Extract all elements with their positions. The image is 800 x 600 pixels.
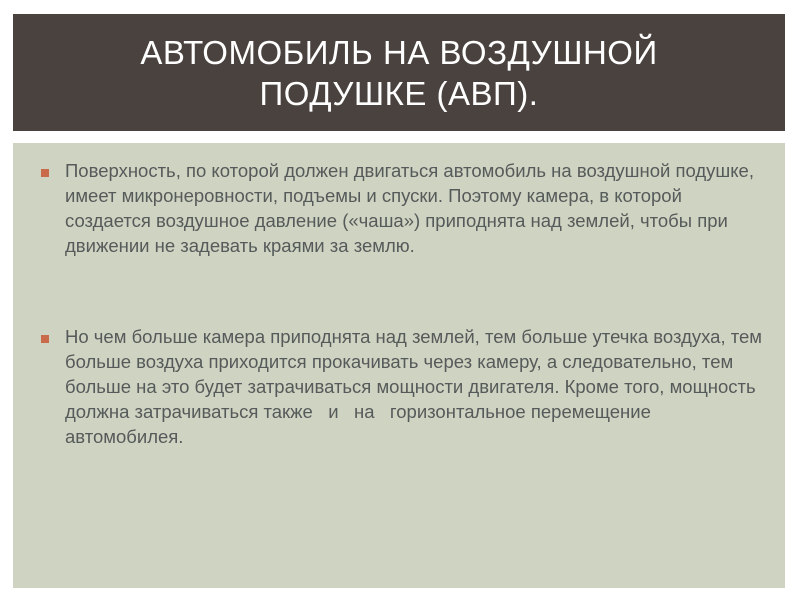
content-panel — [13, 143, 785, 588]
bullet-text: Поверхность, по которой должен двигаться автомобиль на воздушной подушке, имеет микронеровности, подъемы и спуски. Поэтому камера, в которой создается воздушное давление («чаша») приподнята над землей, чтобы при движении не задевать краями за землю. — [65, 160, 760, 256]
title-bar — [13, 14, 785, 131]
slide-title: АВТОМОБИЛЬ НА ВОЗДУШНОЙ ПОДУШКЕ (АВП). — [140, 33, 658, 112]
bullet-item — [41, 158, 766, 258]
bullet-text: Но чем больше камера приподнята над землей, тем больше утечка воздуха, тем больше воздуха приходится прокачивать через камеру, а следовательно, тем больше на это будет затрачиваться мощности двигателя. Кроме того, мощность должна затрачиваться также и на горизонтальное перемещение автомобилея. — [65, 326, 768, 447]
square-bullet-icon — [41, 335, 49, 343]
bullet-item — [41, 324, 766, 449]
square-bullet-icon — [41, 169, 49, 177]
